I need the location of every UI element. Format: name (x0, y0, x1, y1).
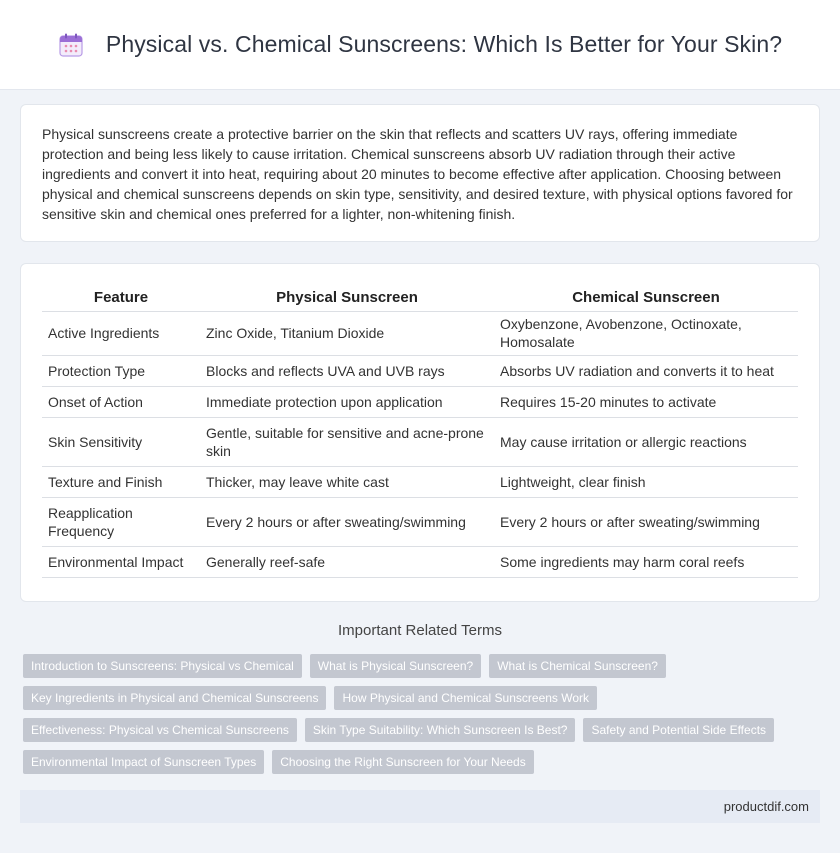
table-row (42, 386, 798, 417)
table-row (42, 466, 798, 497)
related-term-tag[interactable]: Environmental Impact of Sunscreen Types (23, 750, 264, 774)
table-row (42, 355, 798, 386)
related-terms-title: Important Related Terms (338, 622, 502, 639)
table-cell-chemical: May cause irritation or allergic reactions (494, 417, 798, 466)
table-cell-chemical: Lightweight, clear finish (494, 466, 798, 497)
table-cell-chemical: Absorbs UV radiation and converts it to heat (494, 355, 798, 386)
table-cell-physical: Gentle, suitable for sensitive and acne-prone skin (200, 417, 494, 466)
table-cell-physical: Zinc Oxide, Titanium Dioxide (200, 311, 494, 355)
related-term-tag[interactable]: What is Physical Sunscreen? (310, 654, 481, 678)
comparison-card (20, 263, 820, 602)
table-row (42, 417, 798, 466)
related-terms-list (23, 654, 823, 782)
related-term-tag[interactable]: Choosing the Right Sunscreen for Your Needs (272, 750, 534, 774)
table-cell-physical: Immediate protection upon application (200, 386, 494, 417)
intro-card (20, 104, 820, 242)
table-cell-physical: Every 2 hours or after sweating/swimming (200, 497, 494, 546)
related-term-tag[interactable]: Skin Type Suitability: Which Sunscreen Is Best? (305, 718, 576, 742)
table-row (42, 497, 798, 546)
table-cell-feature: Onset of Action (42, 386, 200, 417)
footer-site-link[interactable]: productdif.com (723, 799, 809, 814)
table-cell-physical: Blocks and reflects UVA and UVB rays (200, 355, 494, 386)
table-cell-feature: Reapplication Frequency (42, 497, 200, 546)
header-chemical: Chemical Sunscreen (494, 284, 798, 311)
table-row (42, 546, 798, 577)
table-cell-chemical: Oxybenzone, Avobenzone, Octinoxate, Homosalate (494, 311, 798, 355)
header-feature: Feature (42, 284, 200, 311)
table-cell-physical: Thicker, may leave white cast (200, 466, 494, 497)
footer (20, 790, 820, 823)
table-cell-chemical: Requires 15-20 minutes to activate (494, 386, 798, 417)
table-cell-feature: Active Ingredients (42, 311, 200, 355)
table-cell-chemical: Some ingredients may harm coral reefs (494, 546, 798, 577)
page-header (0, 0, 840, 90)
page-title: Physical vs. Chemical Sunscreens: Which Is Better for Your Skin? (105, 31, 783, 57)
table-cell-chemical: Every 2 hours or after sweating/swimming (494, 497, 798, 546)
related-term-tag[interactable]: Introduction to Sunscreens: Physical vs Chemical (23, 654, 302, 678)
related-term-tag[interactable]: Key Ingredients in Physical and Chemical Sunscreens (23, 686, 326, 710)
intro-text: Physical sunscreens create a protective barrier on the skin that reflects and scatters UV rays, offering immediate protection and being less likely to cause irritation. Chemical sunscreens absorb UV radiation through their active ingredients and convert it into heat, requiring about 20 minutes to become effective after application. Choosing between physical and chemical sunscreens depends on skin type, sensitivity, and desired texture, with physical options favored for sensitive skin and chemical ones preferred for a lighter, non-whitening finish. (42, 126, 793, 222)
calendar-icon (58, 32, 84, 58)
related-term-tag[interactable]: Effectiveness: Physical vs Chemical Sunscreens (23, 718, 297, 742)
related-term-tag[interactable]: Safety and Potential Side Effects (583, 718, 774, 742)
table-cell-feature: Skin Sensitivity (42, 417, 200, 466)
table-cell-physical: Generally reef-safe (200, 546, 494, 577)
header-physical: Physical Sunscreen (200, 284, 494, 311)
comparison-table (42, 284, 798, 578)
related-term-tag[interactable]: How Physical and Chemical Sunscreens Work (334, 686, 597, 710)
table-row (42, 311, 798, 355)
table-cell-feature: Texture and Finish (42, 466, 200, 497)
related-term-tag[interactable]: What is Chemical Sunscreen? (489, 654, 666, 678)
table-cell-feature: Protection Type (42, 355, 200, 386)
table-cell-feature: Environmental Impact (42, 546, 200, 577)
table-header-row (42, 284, 798, 311)
